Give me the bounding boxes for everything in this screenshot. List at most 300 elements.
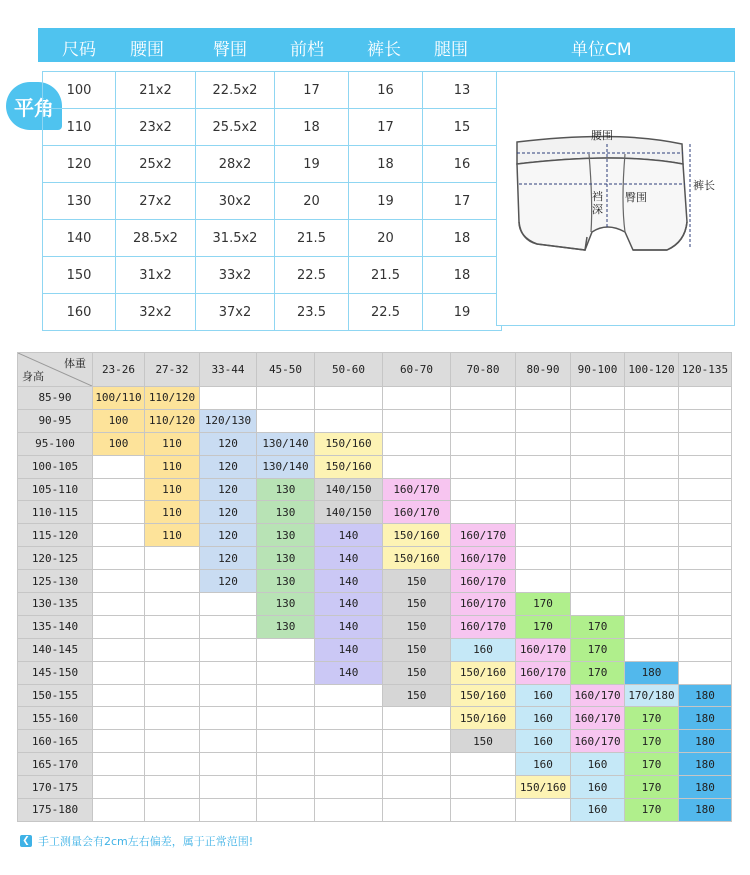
size-recommendation-cell [257,684,315,707]
height-row [18,707,732,730]
size-recommendation-cell [257,661,315,684]
size-recommendation-cell: 160 [516,730,571,753]
size-recommendation-cell [571,593,625,616]
size-recommendation-cell: 110 [145,455,200,478]
size-recommendation-cell [516,547,571,570]
size-recommendation-cell [625,593,679,616]
size-recommendation-cell [516,455,571,478]
height-label: 115-120 [18,524,93,547]
size-recommendation-cell [571,387,625,410]
size-recommendation-cell [679,593,732,616]
size-cell: 21.5 [349,257,423,294]
size-recommendation-cell [257,753,315,776]
size-recommendation-cell [625,570,679,593]
size-recommendation-cell: 180 [625,661,679,684]
size-recommendation-cell: 150 [383,593,451,616]
size-recommendation-cell: 150/160 [451,707,516,730]
height-row [18,753,732,776]
size-row [43,257,502,294]
size-recommendation-cell [383,799,451,822]
size-recommendation-cell [679,387,732,410]
size-recommendation-cell: 120 [200,501,257,524]
size-recommendation-cell: 140 [315,593,383,616]
size-cell: 22.5 [349,294,423,331]
size-recommendation-cell: 170/180 [625,684,679,707]
size-cell: 33x2 [196,257,275,294]
size-recommendation-cell [315,387,383,410]
size-recommendation-cell: 100 [93,409,145,432]
size-recommendation-cell: 130 [257,547,315,570]
size-cell: 18 [349,146,423,183]
size-recommendation-cell [93,730,145,753]
size-cell: 17 [349,109,423,146]
size-recommendation-cell: 170 [516,593,571,616]
weight-header: 90-100 [571,353,625,387]
size-recommendation-cell [451,478,516,501]
size-recommendation-cell [200,387,257,410]
size-recommendation-cell: 160 [516,684,571,707]
size-cell: 25.5x2 [196,109,275,146]
size-cell: 20 [349,220,423,257]
size-recommendation-cell [145,638,200,661]
diagram-label-hip: 臀围 [625,191,647,204]
size-recommendation-cell: 160/170 [571,707,625,730]
size-recommendation-cell: 170 [625,730,679,753]
size-recommendation-cell: 130/140 [257,432,315,455]
height-row [18,524,732,547]
height-row [18,661,732,684]
diagram-label-waist: 腰围 [591,129,613,142]
size-recommendation-cell: 120 [200,478,257,501]
size-recommendation-cell [516,478,571,501]
size-cell: 22.5x2 [196,72,275,109]
size-recommendation-cell: 120 [200,455,257,478]
size-cell: 19 [349,183,423,220]
height-label: 170-175 [18,776,93,799]
size-recommendation-cell [679,638,732,661]
size-recommendation-cell [200,593,257,616]
size-recommendation-cell [571,478,625,501]
size-cell: 100 [43,72,116,109]
size-recommendation-cell [571,432,625,455]
size-recommendation-cell [315,707,383,730]
size-recommendation-cell: 150/160 [516,776,571,799]
size-recommendation-cell [625,501,679,524]
boxer-briefs-illustration [497,72,736,327]
size-cell: 18 [423,220,502,257]
size-recommendation-cell [315,753,383,776]
size-recommendation-cell: 120 [200,570,257,593]
size-recommendation-cell [571,501,625,524]
height-label: 160-165 [18,730,93,753]
corner-weight: 体重 [64,357,86,370]
size-recommendation-cell [257,776,315,799]
size-cell: 37x2 [196,294,275,331]
weight-header: 70-80 [451,353,516,387]
header-size: 尺码 [62,40,96,60]
size-recommendation-cell [571,409,625,432]
weight-header: 80-90 [516,353,571,387]
height-label: 140-145 [18,638,93,661]
size-recommendation-cell: 160 [516,753,571,776]
size-recommendation-cell [679,409,732,432]
height-row [18,432,732,455]
size-recommendation-cell [257,638,315,661]
header-unit: 单位CM [571,40,632,60]
size-recommendation-cell [516,524,571,547]
size-recommendation-cell: 180 [679,799,732,822]
diagram-label-length: 裤长 [693,179,715,192]
size-recommendation-cell [257,799,315,822]
size-recommendation-cell [93,501,145,524]
height-row [18,799,732,822]
height-row [18,547,732,570]
size-recommendation-cell: 110/120 [145,387,200,410]
size-recommendation-cell [257,387,315,410]
size-recommendation-cell [257,730,315,753]
weight-header: 120-135 [679,353,732,387]
size-recommendation-cell [383,730,451,753]
height-row [18,455,732,478]
size-recommendation-cell: 170 [571,638,625,661]
weight-header: 27-32 [145,353,200,387]
size-recommendation-cell: 110 [145,501,200,524]
size-recommendation-cell: 160/170 [383,478,451,501]
size-cell: 17 [275,72,349,109]
header-length: 裤长 [367,40,401,60]
header-leg: 腿围 [434,40,468,60]
size-recommendation-cell [679,547,732,570]
size-recommendation-cell [383,409,451,432]
height-label: 155-160 [18,707,93,730]
size-cell: 140 [43,220,116,257]
size-recommendation-cell: 160 [516,707,571,730]
size-recommendation-cell [145,730,200,753]
size-recommendation-cell [679,661,732,684]
size-recommendation-cell: 160 [571,776,625,799]
size-recommendation-cell: 150 [383,684,451,707]
height-label: 120-125 [18,547,93,570]
size-recommendation-cell [315,799,383,822]
size-recommendation-cell [145,547,200,570]
size-recommendation-cell [93,799,145,822]
size-recommendation-cell [145,661,200,684]
size-recommendation-cell [315,409,383,432]
size-recommendation-cell: 120 [200,432,257,455]
height-label: 145-150 [18,661,93,684]
size-recommendation-cell: 120 [200,524,257,547]
size-cell: 160 [43,294,116,331]
size-cell: 23x2 [116,109,196,146]
diagram-label-crotch: 裆深 [592,190,603,216]
size-recommendation-cell: 150/160 [383,547,451,570]
note-text: 手工测量会有2cm左右偏差，属于正常范围! [38,835,254,848]
size-recommendation-cell [200,753,257,776]
size-recommendation-cell: 140 [315,570,383,593]
size-recommendation-cell [93,593,145,616]
height-row [18,593,732,616]
size-recommendation-cell [145,799,200,822]
size-recommendation-cell [145,615,200,638]
size-recommendation-cell [315,730,383,753]
size-recommendation-cell [145,707,200,730]
size-header-bar [38,28,735,62]
size-recommendation-cell [516,387,571,410]
size-recommendation-cell: 160 [451,638,516,661]
height-label: 165-170 [18,753,93,776]
size-recommendation-cell: 110/120 [145,409,200,432]
size-recommendation-cell: 170 [516,615,571,638]
size-recommendation-cell [516,570,571,593]
size-recommendation-cell [679,455,732,478]
size-recommendation-cell [679,570,732,593]
size-recommendation-cell [451,776,516,799]
height-label: 90-95 [18,409,93,432]
size-recommendation-cell [145,684,200,707]
size-recommendation-cell: 130 [257,615,315,638]
size-recommendation-cell: 150 [383,615,451,638]
size-recommendation-cell [679,432,732,455]
size-recommendation-cell [145,776,200,799]
size-recommendation-cell: 160/170 [383,501,451,524]
size-recommendation-cell [451,409,516,432]
size-recommendation-cell [383,455,451,478]
size-recommendation-cell [571,570,625,593]
size-recommendation-cell [625,432,679,455]
size-recommendation-cell: 150/160 [315,455,383,478]
size-recommendation-cell: 170 [625,753,679,776]
size-recommendation-cell [679,615,732,638]
size-cell: 22.5 [275,257,349,294]
size-recommendation-cell: 160 [571,799,625,822]
size-recommendation-cell [451,501,516,524]
height-label: 85-90 [18,387,93,410]
size-recommendation-cell [625,524,679,547]
size-cell: 20 [275,183,349,220]
size-recommendation-cell [93,638,145,661]
size-recommendation-cell [93,684,145,707]
size-row [43,294,502,331]
height-row [18,776,732,799]
size-cell: 18 [423,257,502,294]
size-recommendation-cell [516,501,571,524]
height-label: 135-140 [18,615,93,638]
size-cell: 32x2 [116,294,196,331]
size-recommendation-cell [679,478,732,501]
size-recommendation-cell [200,799,257,822]
size-recommendation-cell [145,593,200,616]
size-recommendation-cell: 140/150 [315,478,383,501]
size-recommendation-cell [571,455,625,478]
size-cell: 15 [423,109,502,146]
size-recommendation-cell: 110 [145,524,200,547]
size-recommendation-cell: 150 [451,730,516,753]
height-row [18,684,732,707]
size-recommendation-cell [93,455,145,478]
size-recommendation-cell [571,524,625,547]
size-recommendation-cell [625,409,679,432]
size-recommendation-cell [93,753,145,776]
size-recommendation-cell [383,387,451,410]
size-recommendation-cell [516,432,571,455]
size-recommendation-cell [315,684,383,707]
size-recommendation-cell [383,432,451,455]
size-recommendation-cell: 150/160 [451,684,516,707]
size-cell: 21x2 [116,72,196,109]
size-recommendation-cell: 130/140 [257,455,315,478]
size-recommendation-cell: 150/160 [315,432,383,455]
size-recommendation-cell: 160 [571,753,625,776]
size-recommendation-cell: 160/170 [451,570,516,593]
size-recommendation-cell: 160/170 [451,615,516,638]
size-recommendation-cell [383,776,451,799]
size-cell: 31x2 [116,257,196,294]
size-recommendation-cell [625,455,679,478]
size-recommendation-cell [200,638,257,661]
height-row [18,387,732,410]
size-recommendation-cell [516,799,571,822]
size-cell: 30x2 [196,183,275,220]
size-recommendation-cell [625,547,679,570]
info-icon: ❮ [20,835,32,847]
size-recommendation-cell: 160/170 [451,593,516,616]
size-recommendation-cell: 170 [625,707,679,730]
size-cell: 23.5 [275,294,349,331]
size-cell: 31.5x2 [196,220,275,257]
size-recommendation-cell [93,615,145,638]
size-cell: 21.5 [275,220,349,257]
weight-header: 60-70 [383,353,451,387]
size-recommendation-cell [625,478,679,501]
height-label: 95-100 [18,432,93,455]
size-recommendation-cell: 160/170 [451,524,516,547]
measurement-diagram [496,71,735,326]
corner-height: 身高 [22,370,44,383]
size-recommendation-cell: 180 [679,730,732,753]
size-cell: 19 [275,146,349,183]
size-recommendation-cell [451,753,516,776]
size-recommendation-cell: 160/170 [516,638,571,661]
size-recommendation-cell [200,707,257,730]
size-recommendation-cell [145,753,200,776]
size-recommendation-cell: 160/170 [451,547,516,570]
size-recommendation-cell: 130 [257,478,315,501]
height-row [18,638,732,661]
size-cell: 18 [275,109,349,146]
weight-header: 33-44 [200,353,257,387]
height-row [18,730,732,753]
size-recommendation-cell [93,661,145,684]
size-cell: 110 [43,109,116,146]
size-cell: 19 [423,294,502,331]
size-recommendation-cell: 180 [679,753,732,776]
size-recommendation-cell: 130 [257,524,315,547]
size-recommendation-cell: 120/130 [200,409,257,432]
size-recommendation-cell: 140 [315,615,383,638]
size-recommendation-cell [93,776,145,799]
size-cell: 25x2 [116,146,196,183]
size-recommendation-cell: 150/160 [383,524,451,547]
height-label: 110-115 [18,501,93,524]
size-recommendation-cell: 160/170 [571,684,625,707]
size-recommendation-cell [200,615,257,638]
size-recommendation-cell: 100 [93,432,145,455]
size-recommendation-cell: 170 [625,776,679,799]
height-label: 175-180 [18,799,93,822]
size-recommendation-cell [625,615,679,638]
size-row [43,72,502,109]
size-cell: 28.5x2 [116,220,196,257]
size-cell: 27x2 [116,183,196,220]
header-front-rise: 前档 [290,40,324,60]
style-badge: 平角 [6,82,62,130]
size-recommendation-cell: 160/170 [516,661,571,684]
size-recommendation-cell [679,501,732,524]
height-label: 130-135 [18,593,93,616]
size-recommendation-cell: 160/170 [571,730,625,753]
size-recommendation-cell: 150 [383,661,451,684]
size-recommendation-cell [200,684,257,707]
size-recommendation-cell: 100/110 [93,387,145,410]
size-recommendation-cell: 140/150 [315,501,383,524]
size-recommendation-cell: 150 [383,638,451,661]
size-recommendation-cell [625,387,679,410]
size-row [43,183,502,220]
size-recommendation-cell [315,776,383,799]
size-recommendation-cell: 150 [383,570,451,593]
height-row [18,478,732,501]
height-weight-table [17,352,732,822]
size-recommendation-cell [516,409,571,432]
size-recommendation-cell [679,524,732,547]
size-cell: 13 [423,72,502,109]
weight-header: 50-60 [315,353,383,387]
size-recommendation-cell: 140 [315,524,383,547]
size-recommendation-cell: 170 [571,615,625,638]
size-cell: 17 [423,183,502,220]
size-recommendation-cell [625,638,679,661]
size-cell: 28x2 [196,146,275,183]
size-row [43,220,502,257]
size-recommendation-cell [451,455,516,478]
corner-cell [18,353,93,387]
height-row [18,409,732,432]
size-cell: 150 [43,257,116,294]
weight-header: 45-50 [257,353,315,387]
size-recommendation-cell [383,707,451,730]
size-recommendation-cell [200,661,257,684]
size-recommendation-cell [93,478,145,501]
height-row [18,570,732,593]
size-recommendation-cell: 170 [571,661,625,684]
size-recommendation-cell [93,707,145,730]
size-recommendation-cell: 130 [257,570,315,593]
size-recommendation-cell [200,776,257,799]
size-recommendation-cell [451,799,516,822]
size-recommendation-cell: 140 [315,661,383,684]
size-recommendation-cell: 140 [315,547,383,570]
size-cell: 16 [349,72,423,109]
size-recommendation-cell [145,570,200,593]
size-row [43,146,502,183]
size-recommendation-cell: 180 [679,776,732,799]
size-recommendation-cell [451,432,516,455]
height-row [18,615,732,638]
weight-header: 100-120 [625,353,679,387]
size-recommendation-cell: 110 [145,478,200,501]
size-cell: 16 [423,146,502,183]
size-recommendation-cell [93,524,145,547]
